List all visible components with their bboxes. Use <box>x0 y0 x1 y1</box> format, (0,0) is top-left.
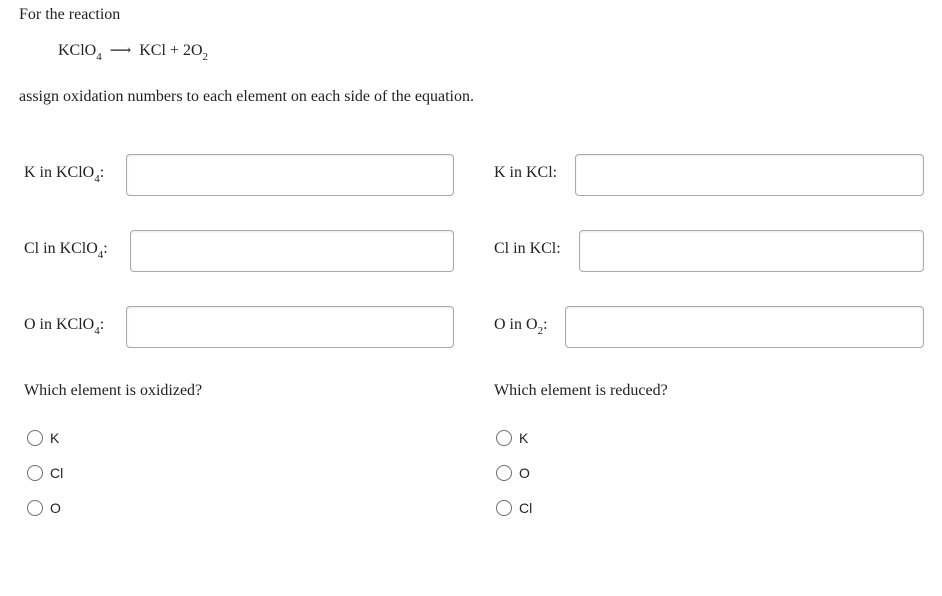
label-text: Cl in KClO <box>24 240 98 257</box>
radio-button-icon[interactable] <box>496 500 512 516</box>
reduced-question: Which element is reduced? <box>494 382 668 399</box>
option-label: O <box>50 500 61 516</box>
label-subscript: 4 <box>94 173 100 185</box>
label-subscript: 2 <box>537 325 544 337</box>
reaction-arrow-icon: ⟶ <box>109 43 132 59</box>
reduced-option-cl[interactable] <box>496 497 532 519</box>
oxidized-option-cl[interactable] <box>27 462 63 484</box>
option-label: K <box>519 430 529 446</box>
oxidized-question: Which element is oxidized? <box>24 382 203 399</box>
label-subscript: 4 <box>97 249 104 261</box>
k-in-kclo4-label <box>24 164 105 185</box>
o-in-kclo4-input[interactable] <box>126 306 454 348</box>
reactant-formula: KClO <box>58 42 97 59</box>
k-in-kcl-input[interactable] <box>575 154 924 196</box>
oxidized-option-o[interactable] <box>27 497 61 519</box>
o-in-o2-input[interactable] <box>565 306 924 348</box>
label-text: K in KClO <box>24 164 95 181</box>
reactant-subscript: 4 <box>96 51 102 63</box>
k-in-kcl-label: K in KCl: <box>494 164 558 181</box>
intro-text: For the reaction <box>19 6 121 23</box>
cl-in-kclo4-input[interactable] <box>130 230 454 272</box>
radio-button-icon[interactable] <box>27 430 43 446</box>
o-in-o2-label <box>494 316 548 337</box>
o-in-kclo4-label <box>24 316 105 337</box>
radio-button-icon[interactable] <box>27 465 43 481</box>
coefficient: 2 <box>182 42 191 59</box>
product1-formula: KCl <box>139 42 166 59</box>
label-text: O in KClO <box>24 316 95 333</box>
cl-in-kclo4-label <box>24 240 108 261</box>
plus-sign: + <box>169 42 179 59</box>
option-label: Cl <box>50 465 64 481</box>
label-colon: : <box>543 316 548 333</box>
label-colon: : <box>99 316 105 333</box>
radio-button-icon[interactable] <box>27 500 43 516</box>
radio-button-icon[interactable] <box>496 465 512 481</box>
product2-formula: O <box>190 42 203 59</box>
instruction-text: assign oxidation numbers to each element on each side of the equation. <box>19 88 474 105</box>
label-text: O in O <box>494 316 538 333</box>
cl-in-kcl-input[interactable] <box>579 230 924 272</box>
oxidized-option-k[interactable] <box>27 427 59 449</box>
option-label: O <box>519 465 530 481</box>
label-colon: : <box>99 164 105 181</box>
k-in-kclo4-input[interactable] <box>126 154 454 196</box>
cl-in-kcl-label: Cl in KCl: <box>494 240 561 257</box>
reduced-option-o[interactable] <box>496 462 530 484</box>
option-label: K <box>50 430 60 446</box>
label-colon: : <box>103 240 108 257</box>
label-subscript: 4 <box>94 325 100 337</box>
reduced-option-k[interactable] <box>496 427 528 449</box>
option-label: Cl <box>519 500 533 516</box>
radio-button-icon[interactable] <box>496 430 512 446</box>
product2-subscript: 2 <box>202 51 209 63</box>
reaction-equation <box>58 41 209 63</box>
